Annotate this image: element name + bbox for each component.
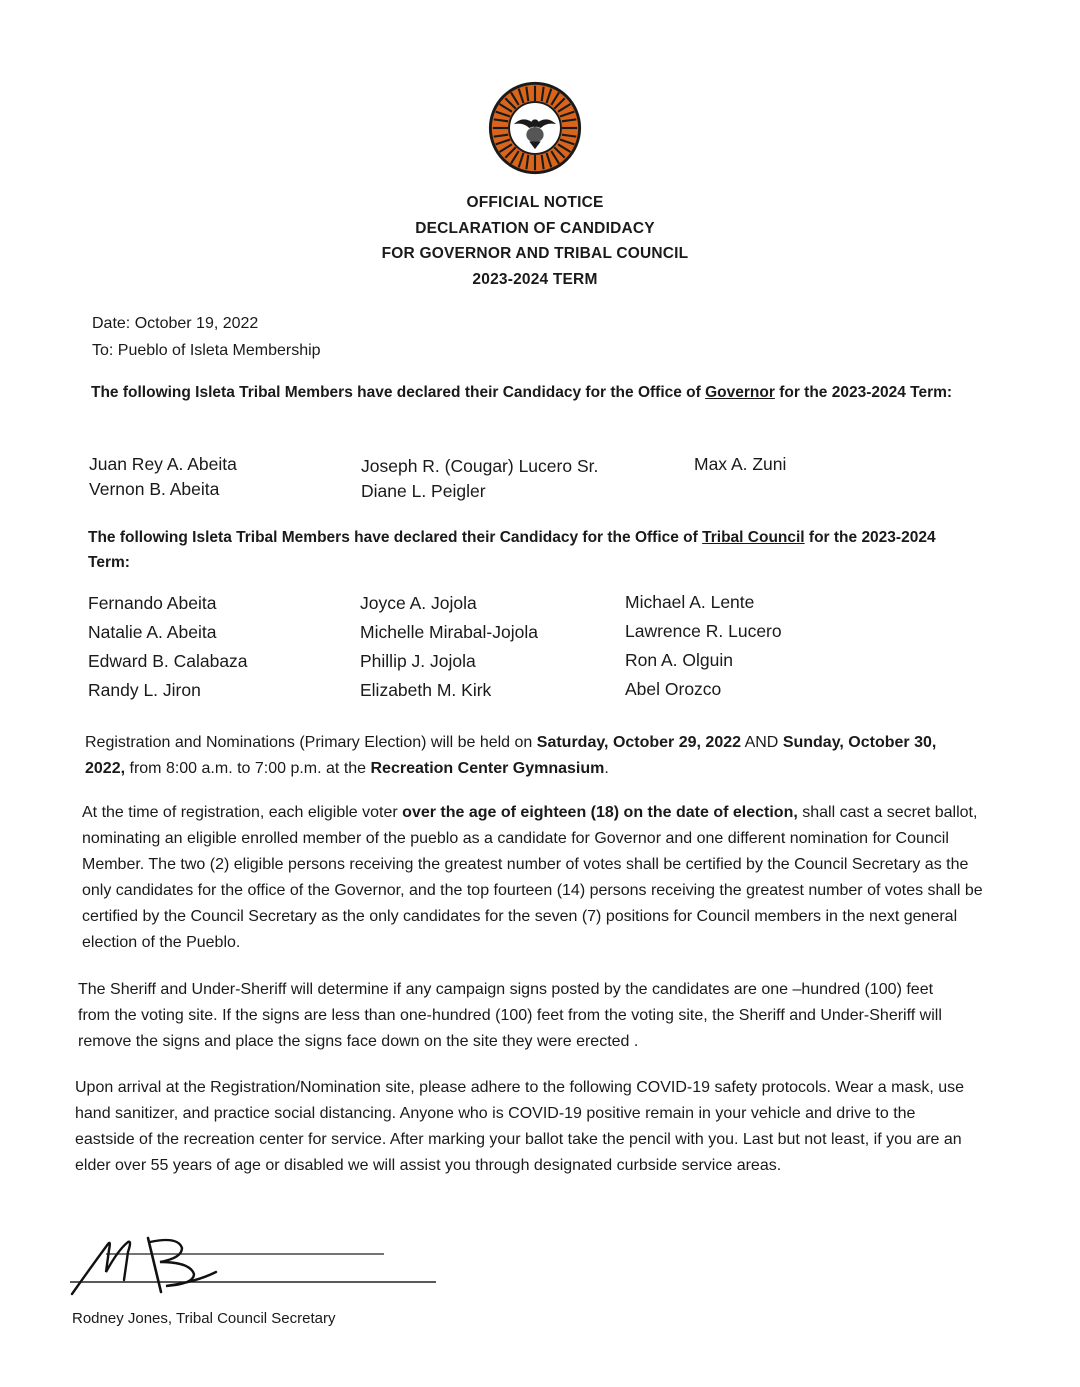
- eligibility-paragraph: [82, 800, 1002, 956]
- notice-header: [300, 190, 770, 292]
- candidate-name: Abel Orozco: [625, 679, 722, 699]
- registration-text: AND: [741, 734, 783, 751]
- notice-meta: [92, 310, 321, 364]
- signer-name: Rodney Jones, Tribal Council Secretary: [72, 1310, 336, 1327]
- council-intro-before: The following Isleta Tribal Members have declared their Candidacy for the Office of: [88, 529, 703, 546]
- council-column-2: [360, 589, 538, 705]
- governor-column-2: [361, 454, 598, 504]
- council-column-1: [88, 589, 248, 705]
- notice-date: Date: October 19, 2022: [92, 315, 259, 332]
- header-line-offices: FOR GOVERNOR AND TRIBAL COUNCIL: [381, 245, 689, 262]
- registration-text: .: [604, 760, 609, 777]
- registration-location: Recreation Center Gymnasium: [370, 760, 605, 777]
- candidate-name: Lawrence R. Lucero: [625, 621, 782, 641]
- registration-paragraph: [85, 730, 965, 782]
- registration-text: Registration and Nominations (Primary Election) will be held on: [85, 734, 537, 751]
- council-office-label: Tribal Council: [702, 529, 805, 546]
- candidate-name: Elizabeth M. Kirk: [360, 680, 492, 700]
- header-line-term: 2023-2024 TERM: [472, 270, 598, 288]
- governor-intro-after: for the 2023-2024 Term:: [774, 384, 953, 401]
- candidate-name: Natalie A. Abeita: [88, 622, 217, 642]
- governor-intro-before: The following Isleta Tribal Members have declared their Candidacy for the Office of: [91, 384, 706, 401]
- candidate-name: Phillip J. Jojola: [360, 651, 476, 671]
- notice-recipient: To: Pueblo of Isleta Membership: [92, 342, 321, 359]
- candidate-name: Fernando Abeita: [88, 593, 217, 613]
- council-column-3: [625, 588, 782, 704]
- eligibility-text: At the time of registration, each eligible voter: [82, 804, 403, 821]
- governor-office-label: Governor: [705, 384, 775, 401]
- candidate-name: Juan Rey A. Abeita: [89, 454, 237, 474]
- eligibility-age-requirement: over the age of eighteen (18) on the date of election,: [402, 804, 798, 821]
- registration-date-2: Sunday, October 30, 2022,: [85, 734, 937, 777]
- campaign-signs-paragraph: The Sheriff and Under-Sheriff will determine if any campaign signs posted by the candidates are one –hundred (100) feet from the voting site. If the signs are less than one-hundred (100) feet from the voting site, the Sheriff and Under-Sheriff will remove the signs and place the signs face down on the site they were erected .: [78, 981, 942, 1050]
- registration-text: from 8:00 a.m. to 7:00 p.m. at the: [125, 760, 371, 777]
- candidate-name: Diane L. Peigler: [361, 481, 486, 501]
- candidate-name: Vernon B. Abeita: [89, 479, 220, 499]
- header-line-declaration: DECLARATION OF CANDIDACY: [415, 219, 655, 237]
- governor-column-3: [694, 452, 786, 477]
- tribal-seal-icon: [487, 80, 583, 176]
- candidate-name: Max A. Zuni: [694, 454, 787, 474]
- council-intro-after: for the 2023-2024 Term:: [88, 529, 936, 571]
- header-line-official-notice: OFFICIAL NOTICE: [466, 194, 604, 211]
- governor-column-1: [89, 452, 237, 502]
- registration-date-1: Saturday, October 29, 2022: [536, 734, 742, 751]
- candidate-name: Michelle Mirabal-Jojola: [360, 622, 538, 642]
- eligibility-text: shall cast a secret ballot, nominating an eligible enrolled member of the pueblo as a candidate for Governor and one different nomination for Council Member. The two (2) eligible persons receiving the greatest number of votes shall be certified by the Council Secretary as the only candidates for the office of the Governor, and the top fourteen (14) persons receiving the greatest number of votes shall be certified by the Council Secretary as the only candidates for the seven (7) positions for Council members in the next general election of the Pueblo.: [82, 804, 983, 951]
- candidate-name: Ron A. Olguin: [625, 650, 733, 670]
- handwritten-signature: [66, 1232, 446, 1302]
- candidate-name: Joyce A. Jojola: [360, 593, 477, 613]
- covid-protocols-paragraph: Upon arrival at the Registration/Nomination site, please adhere to the following COVID-19 safety protocols. Wear a mask, use hand sanitizer, and practice social distancing. Anyone who is COVID-19 positive remain in your vehicle and drive to the eastside of the recreation center for service. After marking your ballot take the pencil with you. Last but not least, if you are an elder over 55 years of age or disabled we will assist you through designated curbside service areas.: [75, 1079, 965, 1174]
- candidate-name: Michael A. Lente: [625, 592, 755, 612]
- governor-intro: [91, 380, 971, 405]
- council-intro: [88, 525, 968, 575]
- candidate-name: Randy L. Jiron: [88, 680, 201, 700]
- candidate-name: Edward B. Calabaza: [88, 651, 248, 671]
- candidate-name: Joseph R. (Cougar) Lucero Sr.: [361, 456, 599, 476]
